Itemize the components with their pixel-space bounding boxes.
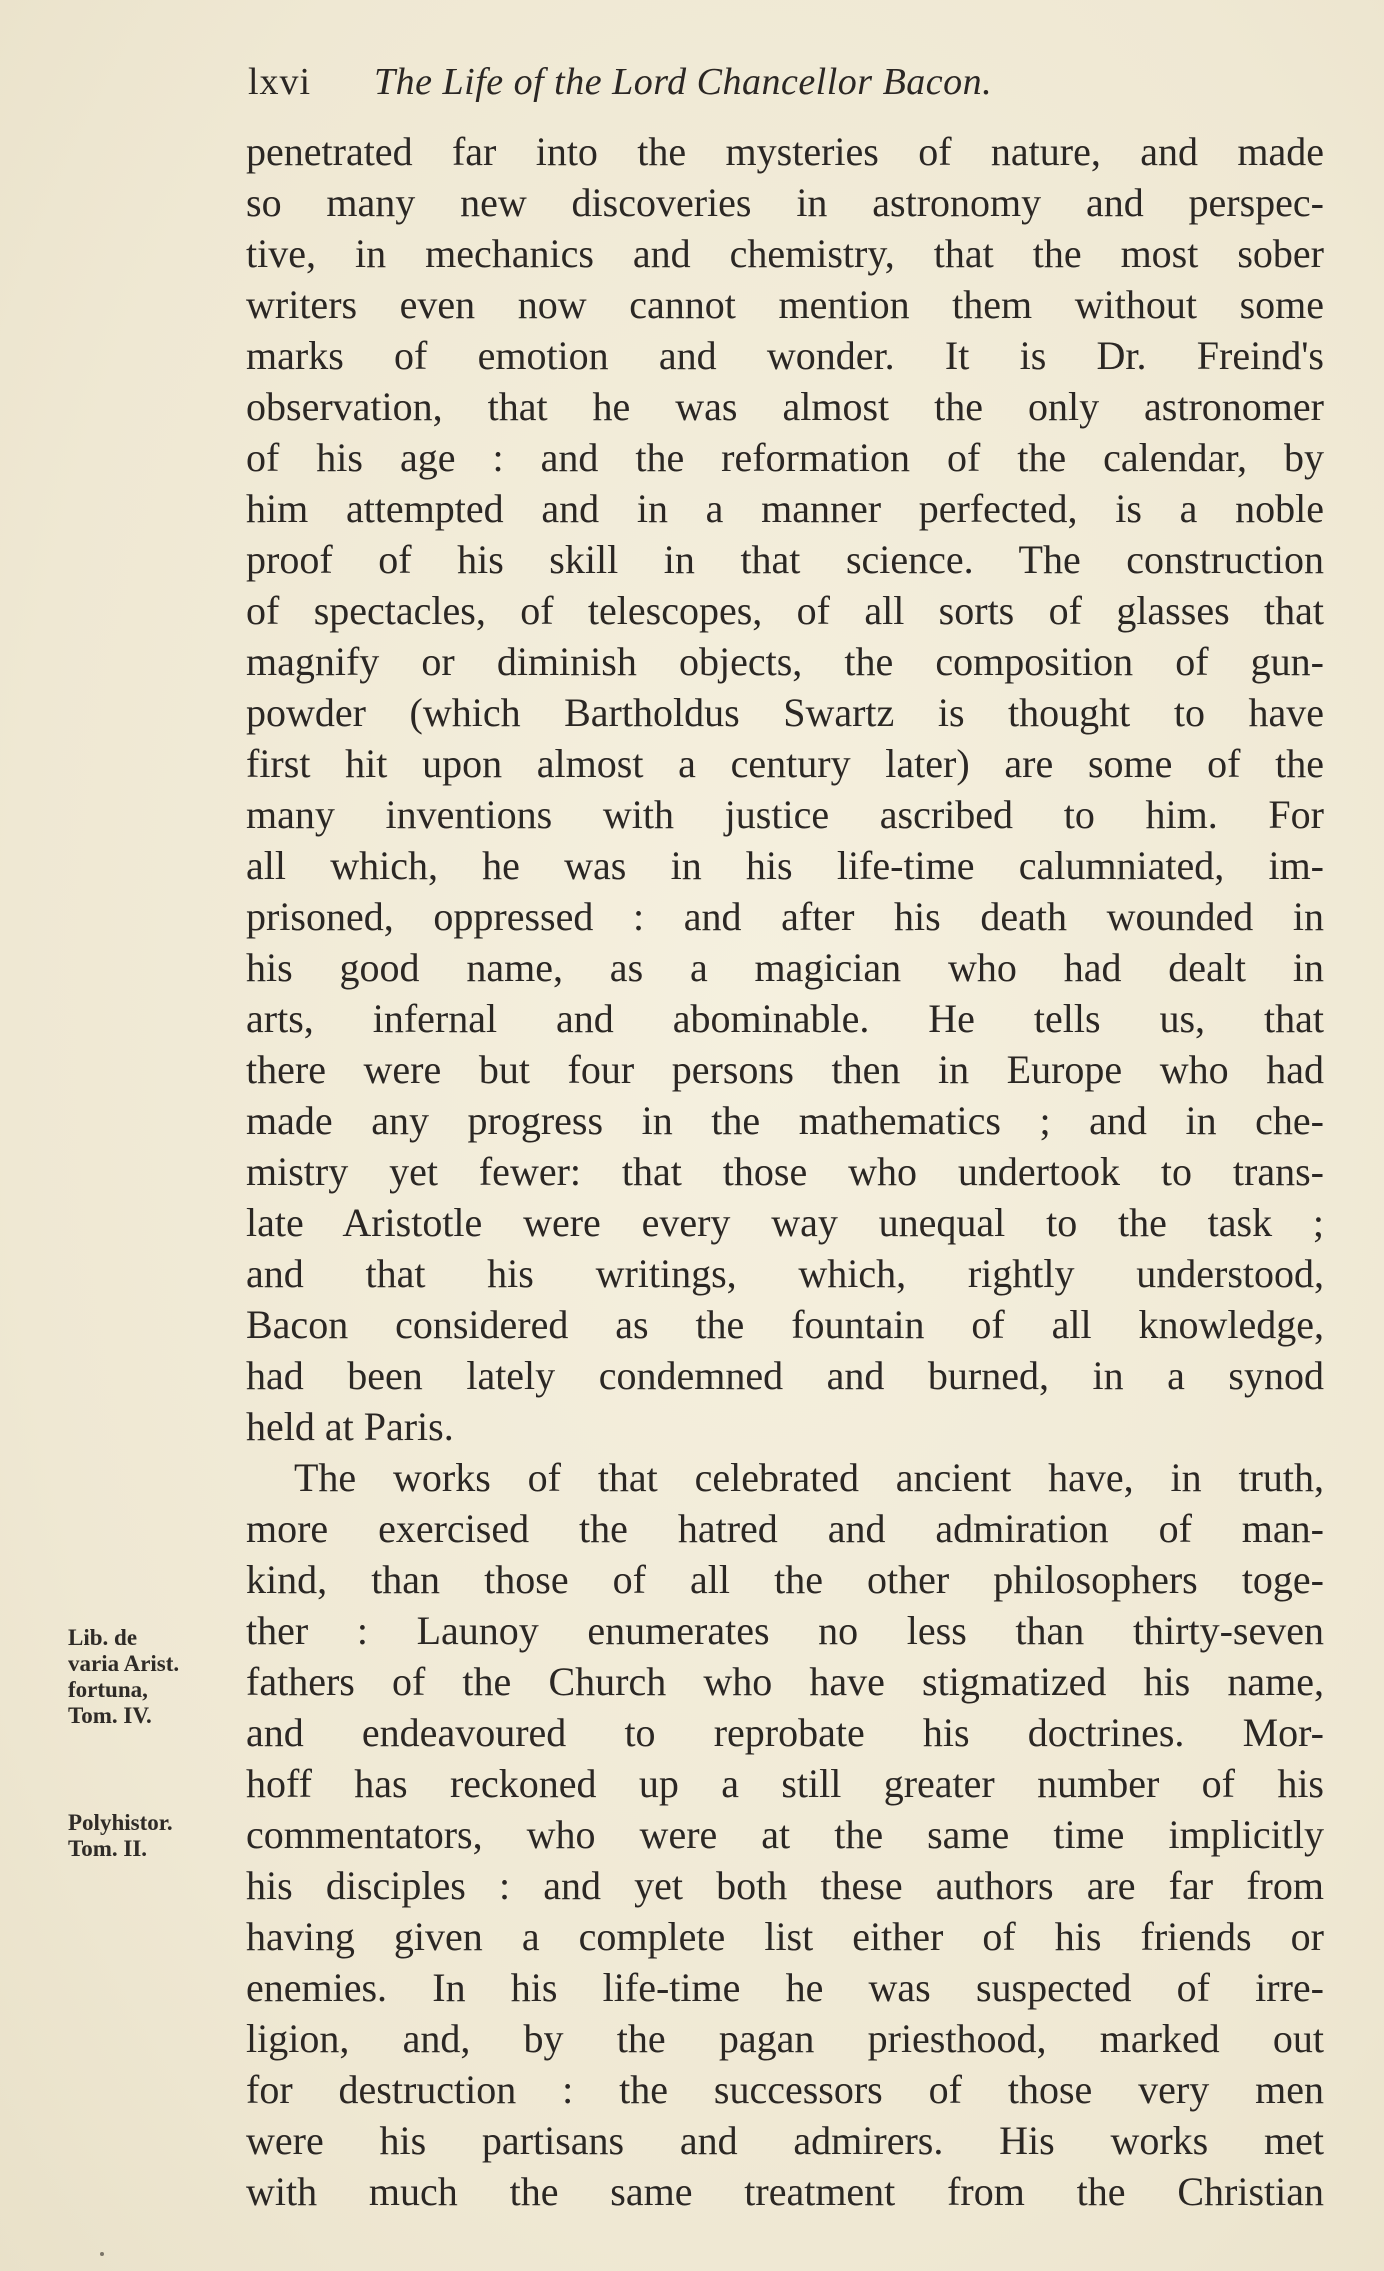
text-line: and endeavoured to reprobate his doctrines. Mor- bbox=[246, 1710, 1324, 1755]
text-line: kind, than those of all the other philosophers toge- bbox=[246, 1557, 1324, 1602]
margin-note-line: Tom. II. bbox=[68, 1836, 148, 1861]
text-line: fathers of the Church who have stigmatized his name, bbox=[246, 1659, 1324, 1704]
paper-speck bbox=[100, 2252, 104, 2256]
text-line: him attempted and in a manner perfected, is a noble bbox=[246, 486, 1324, 531]
text-line: ther : Launoy enumerates no less than thirty-seven bbox=[246, 1608, 1324, 1653]
text-line: his disciples : and yet both these authors are far from bbox=[246, 1863, 1324, 1908]
text-line: tive, in mechanics and chemistry, that the most sober bbox=[246, 231, 1324, 276]
text-line: observation, that he was almost the only astronomer bbox=[246, 384, 1324, 429]
body-text bbox=[246, 126, 1324, 2217]
text-line: ligion, and, by the pagan priesthood, marked out bbox=[246, 2016, 1324, 2061]
text-line: enemies. In his life-time he was suspected of irre- bbox=[246, 1965, 1324, 2010]
text-line: more exercised the hatred and admiration of man- bbox=[246, 1506, 1324, 1551]
text-line: of spectacles, of telescopes, of all sorts of glasses that bbox=[246, 588, 1324, 633]
text-line: many inventions with justice ascribed to him. For bbox=[246, 792, 1324, 837]
text-line: mistry yet fewer: that those who undertook to trans- bbox=[246, 1149, 1324, 1194]
text-line: arts, infernal and abominable. He tells us, that bbox=[246, 996, 1324, 1041]
text-line: powder (which Bartholdus Swartz is thought to have bbox=[246, 690, 1324, 735]
margin-note-line: varia Arist. bbox=[68, 1651, 180, 1676]
text-line: marks of emotion and wonder. It is Dr. Freind's bbox=[246, 333, 1324, 378]
text-line: proof of his skill in that science. The construction bbox=[246, 537, 1324, 582]
text-line: with much the same treatment from the Christian bbox=[246, 2169, 1324, 2214]
text-line: for destruction : the successors of those very men bbox=[246, 2067, 1324, 2112]
margin-note-line: fortuna, bbox=[68, 1677, 148, 1702]
margin-note-launoy bbox=[68, 1625, 179, 1729]
text-line: late Aristotle were every way unequal to the task ; bbox=[246, 1200, 1324, 1245]
text-line: magnify or diminish objects, the composition of gun- bbox=[246, 639, 1324, 684]
text-line: were his partisans and admirers. His works met bbox=[246, 2118, 1324, 2163]
page-header bbox=[248, 60, 1208, 110]
text-line: hoff has reckoned up a still greater number of his bbox=[246, 1761, 1324, 1806]
margin-note-line: Tom. IV. bbox=[68, 1703, 152, 1728]
page-number: lxvi bbox=[248, 61, 312, 103]
text-line: all which, he was in his life-time calumniated, im- bbox=[246, 843, 1324, 888]
text-line: prisoned, oppressed : and after his death wounded in bbox=[246, 894, 1324, 939]
text-line: having given a complete list either of his friends or bbox=[246, 1914, 1324, 1959]
text-line: there were but four persons then in Europe who had bbox=[246, 1047, 1324, 1092]
text-line: commentators, who were at the same time implicitly bbox=[246, 1812, 1324, 1857]
text-line: The works of that celebrated ancient have, in truth, bbox=[294, 1455, 1324, 1500]
text-line: so many new discoveries in astronomy and perspec- bbox=[246, 180, 1324, 225]
text-line: made any progress in the mathematics ; and in che- bbox=[246, 1098, 1324, 1143]
running-title: The Life of the Lord Chancellor Bacon. bbox=[374, 61, 993, 103]
margin-note-line: Lib. de bbox=[68, 1625, 138, 1650]
text-line: writers even now cannot mention them without some bbox=[246, 282, 1324, 327]
text-line: Bacon considered as the fountain of all knowledge, bbox=[246, 1302, 1324, 1347]
text-line: held at Paris. bbox=[246, 1404, 454, 1449]
margin-note-morhoff bbox=[68, 1810, 173, 1862]
text-line: penetrated far into the mysteries of nature, and made bbox=[246, 129, 1324, 174]
text-line: first hit upon almost a century later) are some of the bbox=[246, 741, 1324, 786]
text-line: had been lately condemned and burned, in a synod bbox=[246, 1353, 1324, 1398]
text-line: and that his writings, which, rightly understood, bbox=[246, 1251, 1324, 1296]
text-line: of his age : and the reformation of the calendar, by bbox=[246, 435, 1324, 480]
text-line: his good name, as a magician who had dealt in bbox=[246, 945, 1324, 990]
margin-note-line: Polyhistor. bbox=[68, 1810, 173, 1835]
